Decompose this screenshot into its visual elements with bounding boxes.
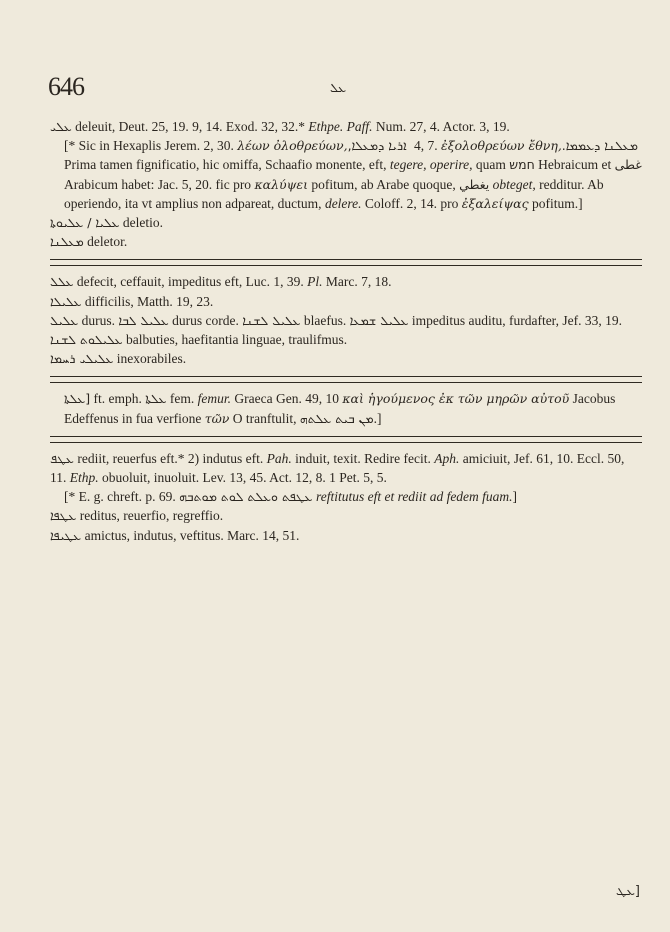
syriac-headword: ܥܠܝܠܐ (50, 293, 82, 309)
entry-rediit (50, 449, 642, 487)
syriac-text: ܥܠܝܠ ܠܫܢܐ (242, 312, 301, 328)
entry-reditus (50, 506, 642, 525)
section-divider (50, 436, 642, 443)
entry-text: deleuit, Deut. 25, 19. 9, 14. Exod. 32, 32.* (71, 119, 309, 134)
entry-difficilis (50, 292, 642, 311)
hebrew-text: חמש (509, 157, 535, 173)
note-text: Jacobus Edeffenus in fua verfione (64, 391, 616, 426)
entry-balbuties (50, 330, 642, 349)
arabic-text: غطى (614, 157, 642, 173)
arabic-text: يغطي (459, 176, 490, 192)
entry-text: obuoluit, inuoluit. Lev. 13, 45. Act. 12, 8. 1 Pet. 5, 5. (98, 470, 387, 486)
syriac-headword: ܥܛܦ (50, 450, 74, 466)
syriac-headword: ܥܠܝܠܝ ܪܚܡܐ (50, 351, 114, 367)
entry-amictus (50, 526, 642, 545)
entry-text: impeditus auditu, furdafter, Jef. 33, 19. (408, 312, 623, 328)
note-text: 4, 7. (410, 138, 441, 154)
syriac-headword: [ܥܠܬܐ (64, 391, 91, 407)
entry-text: durus corde. (168, 312, 243, 328)
note-text: [* E. g. chreft. p. 69. (64, 489, 180, 505)
entry-deletio (50, 213, 642, 232)
entry-text: balbuties, haefitantia linguae, traulifmus. (122, 332, 348, 348)
greek-text: ἐξαλείψας (461, 195, 529, 211)
section-divider (50, 259, 642, 266)
entry-text: Num. 27, 4. Actor. 3, 19. (372, 119, 510, 134)
note-text: pofitum, ab Arabe quoque, (308, 176, 460, 192)
note-italic: reftitutus eft et rediit ad fedem fuam. (312, 489, 513, 505)
entry-italic: Pah. (266, 450, 292, 466)
syriac-text: ܥܛܦܬ ܘܥܠܬ ܠܘܬ ܡܘܬܒܗ (179, 489, 313, 505)
entry-text: defecit, ceffauit, impeditus eft, Luc. 1, 39. (73, 274, 308, 290)
syriac-text: ܥܠܝܠ ܠܒܐ (118, 312, 169, 328)
entry-text: deletor. (83, 234, 128, 250)
entry-defecit (50, 272, 642, 291)
note-text: Coloff. 2, 14. pro (361, 195, 462, 211)
page-number: 646 (48, 72, 84, 101)
note-text: fem. (166, 391, 198, 407)
syriac-headword: ܥܠܝ (50, 119, 72, 134)
note-text: ft. emph. (90, 391, 146, 407)
note-text: [* Sic in Hexaplis Jerem. 2, 30. (64, 138, 238, 154)
page-header (48, 72, 638, 112)
note-text: .] (373, 410, 382, 426)
running-head: ܥܠ (330, 80, 347, 95)
syriac-text: ܡܥܠܢܐ ܕܥܡܡܐ. (561, 138, 642, 154)
entry-italic: Ethpe. Paff. (308, 119, 373, 134)
note-text: Hebraicum et (534, 157, 615, 173)
syriac-text: ܥܠܝܠ ܫܡܥܐ (349, 312, 409, 328)
entry-italic: Pl. (307, 274, 323, 290)
catchword: [ܥܛ (616, 884, 640, 899)
dictionary-content (50, 117, 642, 545)
note-italic: delere. (324, 195, 362, 211)
note-text: Arabicum habet: Jac. 5, 20. fic pro (64, 176, 255, 192)
entry-deletor (50, 232, 642, 251)
entry-italic: Aph. (434, 450, 460, 466)
note-text: pofitum.] (528, 195, 583, 211)
entry-text: blaefus. (300, 312, 350, 328)
note-italic: obteget, (489, 176, 536, 192)
syriac-headword: ܥܠܝܐ / ܥܠܝܘܬܐ (50, 215, 120, 231)
section-divider (50, 376, 642, 383)
note-italic: femur. (197, 391, 231, 407)
syriac-headword: ܥܛܦܐ (50, 508, 77, 524)
entry-text: induit, texit. Redire fecit. (291, 450, 435, 466)
entry-text: amictus, indutus, veftitus. Marc. 14, 51. (81, 527, 300, 543)
note-italic: tegere, operire, (389, 157, 473, 173)
note-text: quam (472, 157, 510, 173)
entry-inexorabiles (50, 349, 642, 368)
entry-text: rediit, reuerfus eft.* 2) indutus eft. (73, 450, 267, 466)
greek-text: ἐξολοθρεύων ἔθνη, (440, 138, 562, 154)
greek-text: λέων ὀλοθρεύων, (237, 138, 348, 154)
entry-italic: Ethp. (69, 470, 99, 486)
entry-text: inexorabiles. (113, 351, 187, 367)
syriac-headword: ܥܛܝܦܐ (50, 527, 82, 543)
syriac-text: ܡܢ ܒܝܬ ܥܠܬܗ (299, 410, 374, 426)
entry-text: durus. (78, 312, 119, 328)
syriac-text: ܥܠܬܐ (145, 391, 167, 407)
entry-text: reditus, reuerfio, regreffio. (76, 508, 224, 524)
entry-text: difficilis, Matth. 19, 23. (81, 293, 214, 309)
note-text: Graeca Gen. 49, 10 (231, 391, 343, 407)
note-text: Prima tamen fignificatio, hic omiffa, Schaafio monente, eft, (64, 157, 390, 173)
entry-durus (50, 311, 642, 330)
note-femur (50, 389, 642, 427)
note-text: redditur. Ab operiendo, ita vt amplius non adpareat, ductum, (64, 176, 604, 211)
entry-deleuit (50, 117, 642, 136)
greek-text: καὶ ἡγούμενος ἐκ τῶν μηρῶν αὐτοῦ (342, 391, 570, 407)
note-text: ] (512, 489, 518, 505)
entry-text: Marc. 7, 18. (322, 274, 392, 290)
note-text: O tranftulit, (229, 410, 300, 426)
syriac-headword: ܥܠܠ (50, 274, 74, 290)
entry-text: deletio. (119, 215, 163, 231)
entry-text: amiciuit, Jef. 61, 10. Eccl. 50, 11. (50, 450, 625, 486)
note-hexaplis (50, 136, 642, 213)
syriac-headword: ܥܠܝܠܘܬ ܠܫܢܐ (50, 332, 123, 348)
greek-text: τῶν (204, 410, 230, 426)
syriac-headword: ܥܠܝܠ (50, 312, 79, 328)
greek-text: καλύψει (254, 176, 309, 192)
syriac-headword: ܡܥܠܢܐ (50, 234, 84, 250)
note-chrest (50, 487, 642, 506)
syriac-text: ܐܪܝܐ ܕܡܥܠܐ, (347, 138, 411, 154)
